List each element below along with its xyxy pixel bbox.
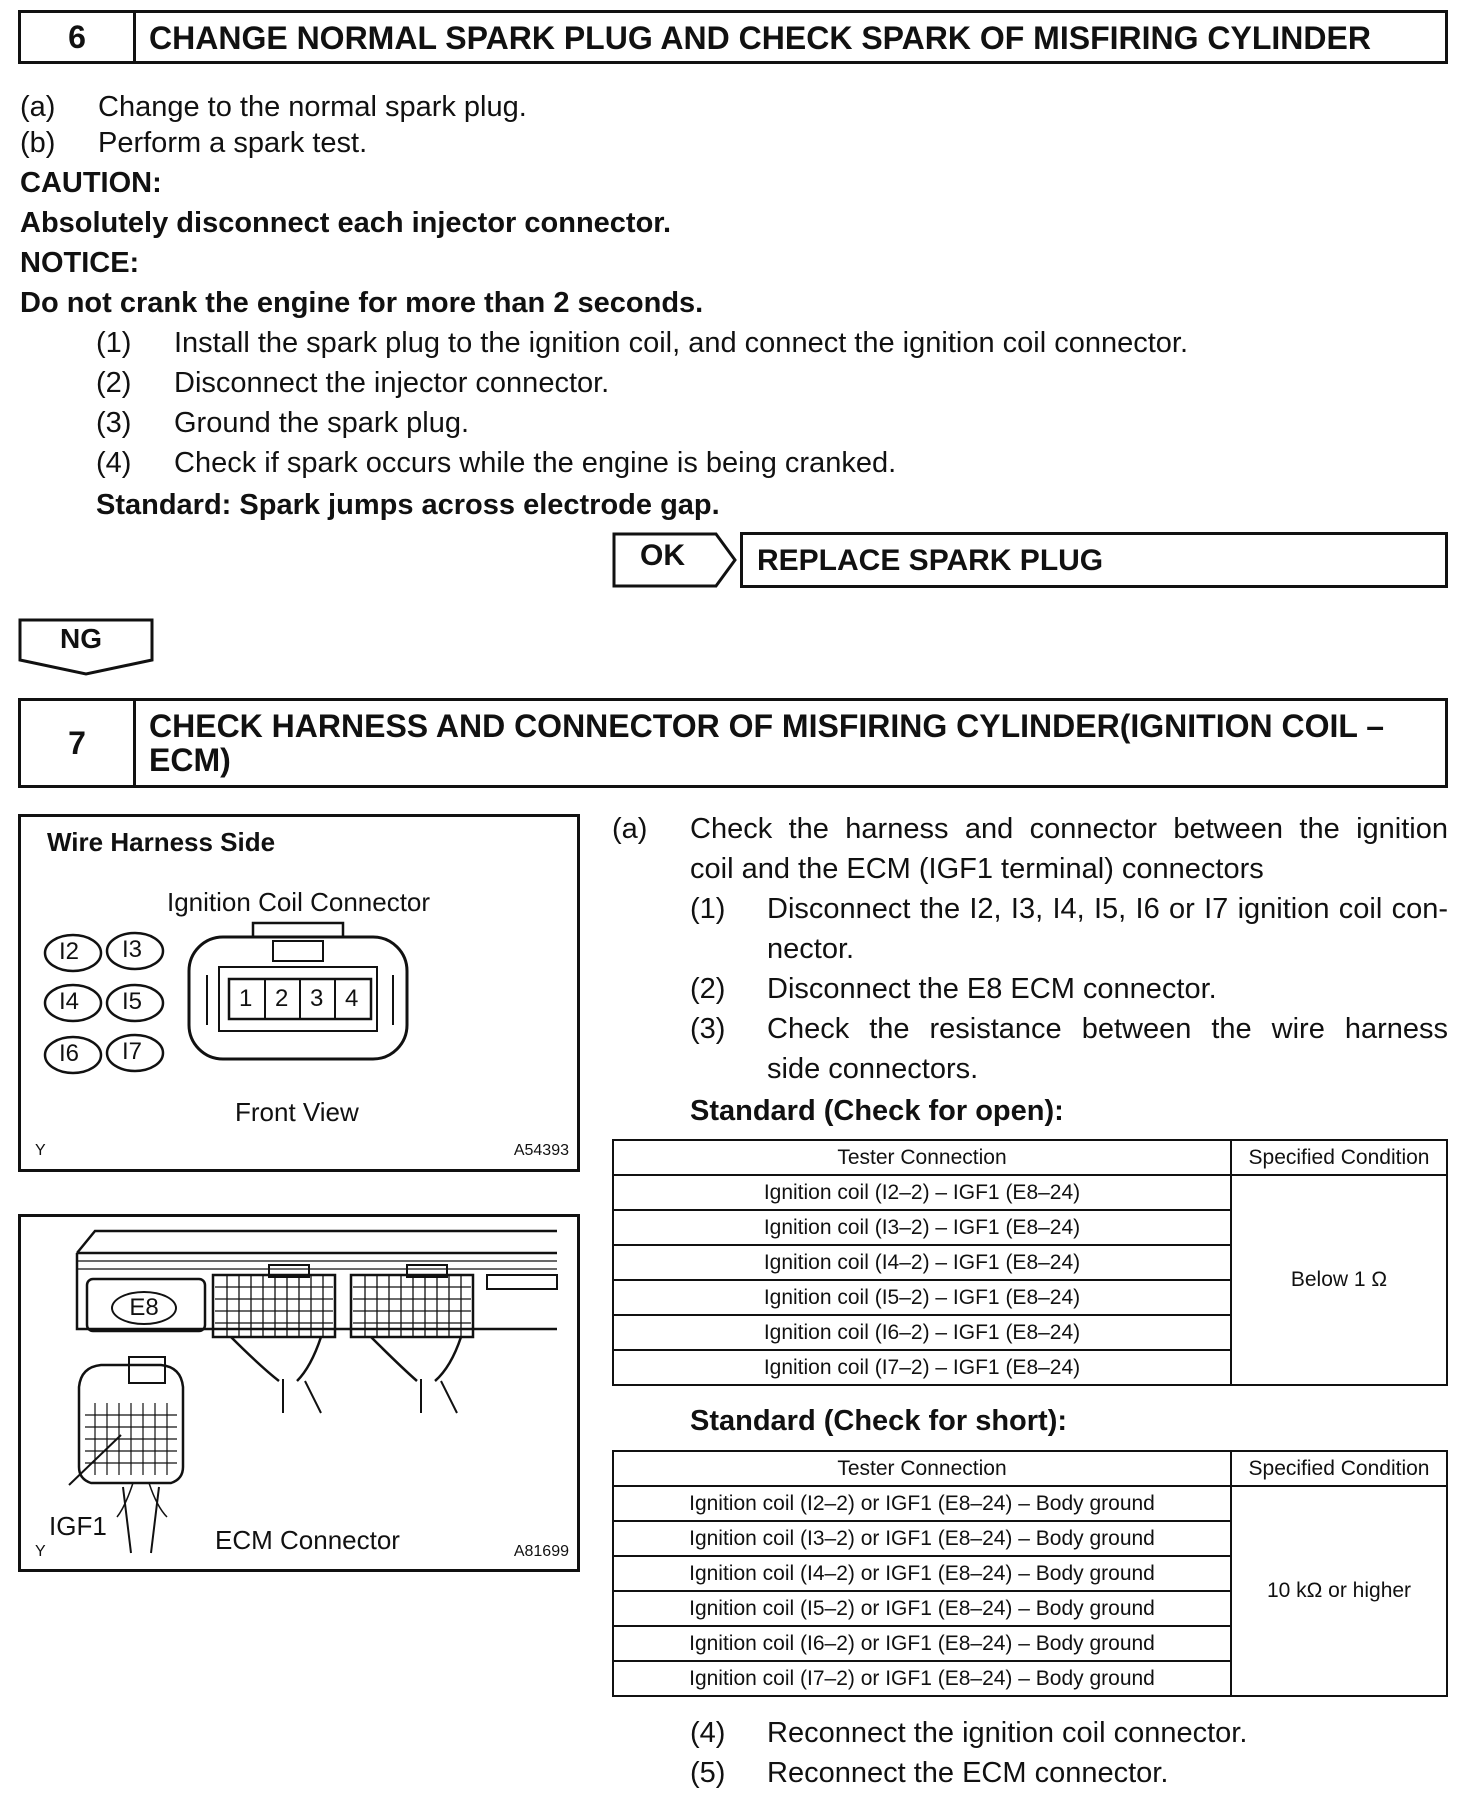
short-heading: Standard (Check for short):: [690, 1405, 1068, 1437]
step7-sub3-line1-text: Check the resistance between the wire harness: [767, 1013, 1448, 1045]
table-cell: Ignition coil (I7–2) or IGF1 (E8–24) – Body ground: [613, 1661, 1231, 1696]
step7-sub1-label: (1): [690, 893, 726, 925]
table-row: [613, 1175, 1447, 1210]
fig2-code: A81699: [513, 1543, 569, 1560]
step7-a-line1: [690, 812, 1448, 846]
pin-label: 3: [310, 985, 324, 1012]
pin-label: 4: [345, 985, 359, 1012]
ok-result-box: [740, 532, 1448, 588]
step7-sub4-label: (4): [690, 1717, 726, 1749]
wire-harness-figure: [18, 814, 580, 1172]
step7-sub1-line1: [767, 892, 1448, 926]
substep-text: Disconnect the injector connector.: [174, 367, 610, 399]
substep-label: (3): [96, 407, 132, 439]
table-header-row: [613, 1451, 1447, 1486]
step-text: Change to the normal spark plug.: [98, 91, 527, 123]
fig2-caption: ECM Connector: [215, 1525, 400, 1555]
step7-sub5-label: (5): [690, 1757, 726, 1789]
table-cell: Ignition coil (I3–2) – IGF1 (E8–24): [613, 1210, 1231, 1245]
substep-text: Install the spark plug to the ignition coil, and connect the ignition coil connector.: [174, 327, 1189, 359]
coil-label: I3: [122, 936, 143, 963]
col-header: Tester Connection: [613, 1140, 1231, 1175]
table-cell: Ignition coil (I4–2) or IGF1 (E8–24) – Body ground: [613, 1556, 1231, 1591]
e8-label-box: [111, 1291, 177, 1325]
condition-cell: Below 1 Ω: [1231, 1175, 1447, 1385]
table-cell: Ignition coil (I5–2) or IGF1 (E8–24) – Body ground: [613, 1591, 1231, 1626]
substep-label: (2): [96, 367, 132, 399]
step7-sub4-text: Reconnect the ignition coil connector.: [767, 1717, 1248, 1749]
col-header: Specified Condition: [1231, 1140, 1447, 1175]
step7-sub1-line1-text: Disconnect the I2, I3, I4, I5, I6 or I7 ignition coil con-: [767, 893, 1448, 925]
fig1-code: A54393: [513, 1142, 569, 1159]
table-header-row: [613, 1140, 1447, 1175]
substep-label: (4): [96, 447, 132, 479]
fig1-connector-title: Ignition Coil Connector: [167, 887, 431, 917]
substep-label: (1): [96, 327, 132, 359]
step7-title-line2: ECM): [149, 742, 231, 778]
coil-label: I2: [59, 938, 80, 965]
fig1-heading: Wire Harness Side: [47, 827, 276, 857]
step7-sub3-line1: [767, 1012, 1448, 1046]
e8-label: E8: [129, 1294, 159, 1321]
substep-4: [96, 446, 896, 480]
table-cell: Ignition coil (I6–2) – IGF1 (E8–24): [613, 1315, 1231, 1350]
step7-sub3-label: (3): [690, 1013, 726, 1045]
substep-2: [96, 366, 609, 400]
coil-label: I6: [59, 1040, 80, 1067]
step7-a-line2: coil and the ECM (IGF1 terminal) connectors: [690, 853, 1264, 885]
open-check-table: [612, 1139, 1448, 1386]
coil-label: I4: [59, 988, 80, 1015]
step7-sub1-line2: nector.: [767, 933, 855, 965]
step7-header: [18, 698, 1448, 788]
pin-label: 2: [275, 985, 289, 1012]
table-cell: Ignition coil (I5–2) – IGF1 (E8–24): [613, 1280, 1231, 1315]
ecm-connector-figure: [18, 1214, 580, 1572]
coil-label: I5: [122, 988, 143, 1015]
step7-sub3-line2: side connectors.: [767, 1053, 979, 1085]
fig1-corner: Y: [35, 1142, 46, 1159]
step6-title: CHANGE NORMAL SPARK PLUG AND CHECK SPARK OF MISFIRING CYLINDER: [149, 20, 1371, 56]
open-heading: Standard (Check for open):: [690, 1095, 1064, 1127]
step6-number: 6: [21, 13, 136, 61]
col-header: Tester Connection: [613, 1451, 1231, 1486]
table-cell: Ignition coil (I3–2) or IGF1 (E8–24) – Body ground: [613, 1521, 1231, 1556]
substep-3: [96, 406, 469, 440]
coil-label: I7: [122, 1038, 143, 1065]
step7-sub2-text: Disconnect the E8 ECM connector.: [767, 973, 1217, 1005]
ok-label: OK: [640, 539, 685, 572]
notice-heading: NOTICE:: [20, 247, 140, 279]
step-label: (b): [20, 127, 56, 159]
step6-header: [18, 10, 1448, 64]
table-cell: Ignition coil (I2–2) – IGF1 (E8–24): [613, 1175, 1231, 1210]
substep-1: [96, 326, 1188, 360]
substep-text: Check if spark occurs while the engine is being cranked.: [174, 447, 897, 479]
step-label: (a): [20, 91, 56, 123]
step7-title-line1: CHECK HARNESS AND CONNECTOR OF MISFIRING CYLINDER(IGNITION COIL –: [149, 708, 1385, 744]
igf1-label: IGF1: [49, 1511, 107, 1541]
step-text: Perform a spark test.: [98, 127, 368, 159]
table-cell: Ignition coil (I4–2) – IGF1 (E8–24): [613, 1245, 1231, 1280]
condition-cell: 10 kΩ or higher: [1231, 1486, 1447, 1696]
standard-text: Standard: Spark jumps across electrode gap.: [96, 489, 720, 521]
fig1-view-label: Front View: [235, 1097, 359, 1127]
ok-result: REPLACE SPARK PLUG: [757, 544, 1104, 577]
substep-text: Ground the spark plug.: [174, 407, 470, 439]
col-header: Specified Condition: [1231, 1451, 1447, 1486]
ng-label: NG: [60, 623, 102, 654]
step7-number: 7: [21, 701, 136, 785]
step6-b: [20, 126, 367, 160]
table-cell: Ignition coil (I7–2) – IGF1 (E8–24): [613, 1350, 1231, 1385]
step7-a-line1-text: Check the harness and connector between the ignition: [690, 813, 1448, 845]
step7-sub5-text: Reconnect the ECM connector.: [767, 1757, 1169, 1789]
table-cell: Ignition coil (I6–2) or IGF1 (E8–24) – Body ground: [613, 1626, 1231, 1661]
step7-sub2-label: (2): [690, 973, 726, 1005]
caution-text: Absolutely disconnect each injector connector.: [20, 207, 672, 239]
notice-text: Do not crank the engine for more than 2 seconds.: [20, 287, 704, 319]
table-cell: Ignition coil (I2–2) or IGF1 (E8–24) – Body ground: [613, 1486, 1231, 1521]
fig2-corner: Y: [35, 1543, 46, 1560]
table-row: [613, 1486, 1447, 1521]
step7-a-label: (a): [612, 813, 648, 845]
short-check-table: [612, 1450, 1448, 1697]
caution-heading: CAUTION:: [20, 167, 162, 199]
step6-a: [20, 90, 527, 124]
pin-label: 1: [239, 985, 253, 1012]
